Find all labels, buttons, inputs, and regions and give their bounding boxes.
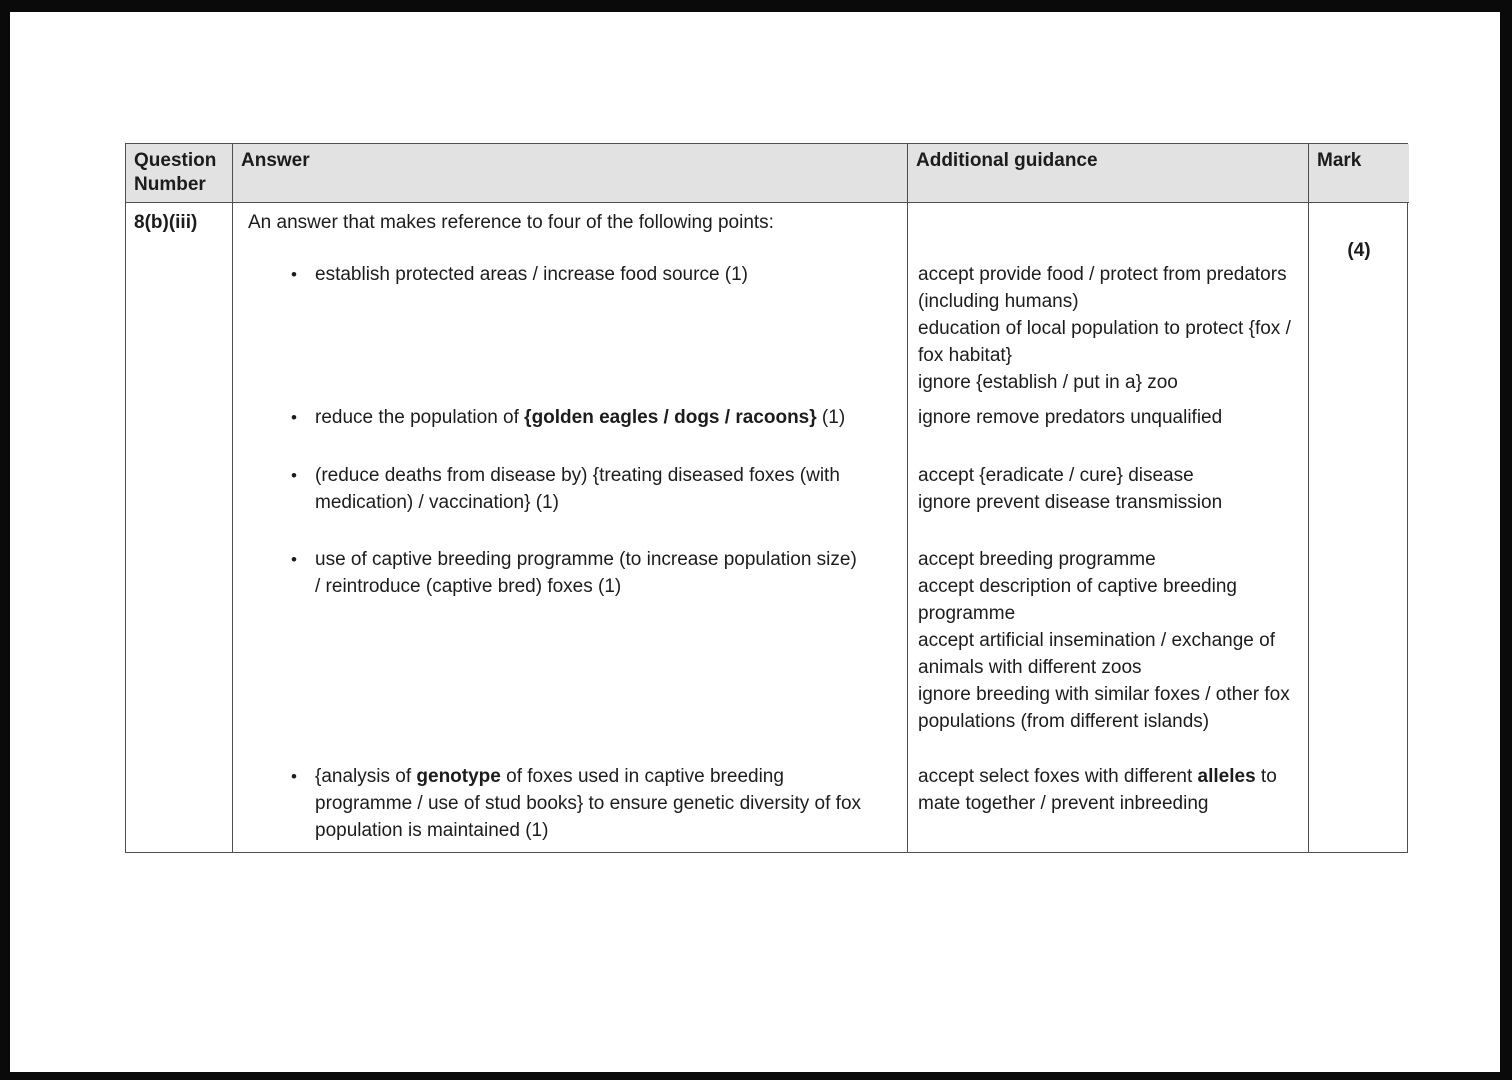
guidance-note: ignore breeding with similar foxes / other fox populations (from different islands): [918, 684, 1290, 732]
guidance-spacer: [908, 203, 1309, 261]
answer-point: [233, 546, 908, 763]
bullet-icon: •: [291, 767, 297, 786]
guidance-note: accept select foxes with different alleles to mate together / prevent inbreeding: [918, 766, 1277, 814]
guidance-note: accept breeding programme: [918, 549, 1156, 570]
answer-point: [233, 404, 908, 462]
mark-cell: (4): [1347, 240, 1371, 261]
markscheme-table: [125, 143, 1408, 853]
bullet-icon: •: [291, 550, 297, 569]
guidance-note: education of local population to protect {fox / fox habitat}: [918, 318, 1291, 366]
answer-point-text: {analysis of genotype of foxes used in captive breeding programme / use of stud books} to ensure genetic diversity of fox population is maintained (1): [315, 766, 862, 841]
answer-point-text: reduce the population of {golden eagles / dogs / racoons} (1): [315, 407, 846, 428]
table-body-row: [126, 203, 1407, 852]
answer-point-text: establish protected areas / increase food source (1): [315, 264, 749, 285]
bullet-icon: •: [291, 265, 297, 284]
answer-point-text: use of captive breeding programme (to increase population size) / reintroduce (captive bred) foxes (1): [315, 549, 857, 597]
document-page: [10, 12, 1500, 1072]
header-additional-guidance: Additional guidance: [908, 144, 1309, 203]
guidance-cell: [908, 546, 1309, 763]
bullet-icon: •: [291, 466, 297, 485]
guidance-cell: [908, 261, 1309, 404]
answer-intro: An answer that makes reference to four of the following points:: [233, 203, 908, 261]
guidance-cell: [908, 462, 1309, 546]
guidance-note: ignore prevent disease transmission: [918, 492, 1223, 513]
answer-point: [233, 763, 908, 852]
guidance-note: accept artificial insemination / exchange of animals with different zoos: [918, 630, 1275, 678]
answer-point: [233, 261, 908, 404]
table-header-row: [126, 144, 1407, 203]
question-number-cell: 8(b)(iii): [126, 203, 233, 852]
bullet-icon: •: [291, 408, 297, 427]
header-answer: Answer: [233, 144, 908, 203]
guidance-cell: [908, 763, 1309, 852]
guidance-note: ignore remove predators unqualified: [918, 407, 1223, 428]
guidance-note: accept provide food / protect from predators (including humans): [918, 264, 1287, 312]
answer-point-text: (reduce deaths from disease by) {treating diseased foxes (with medication) / vaccination} (1): [315, 465, 840, 513]
header-question-number: Question Number: [126, 144, 233, 203]
guidance-note: accept description of captive breeding programme: [918, 576, 1237, 624]
answer-point: [233, 462, 908, 546]
guidance-note: ignore {establish / put in a} zoo: [918, 372, 1178, 393]
header-mark: Mark: [1309, 144, 1409, 203]
guidance-cell: [908, 404, 1309, 462]
guidance-note: accept {eradicate / cure} disease: [918, 465, 1194, 486]
